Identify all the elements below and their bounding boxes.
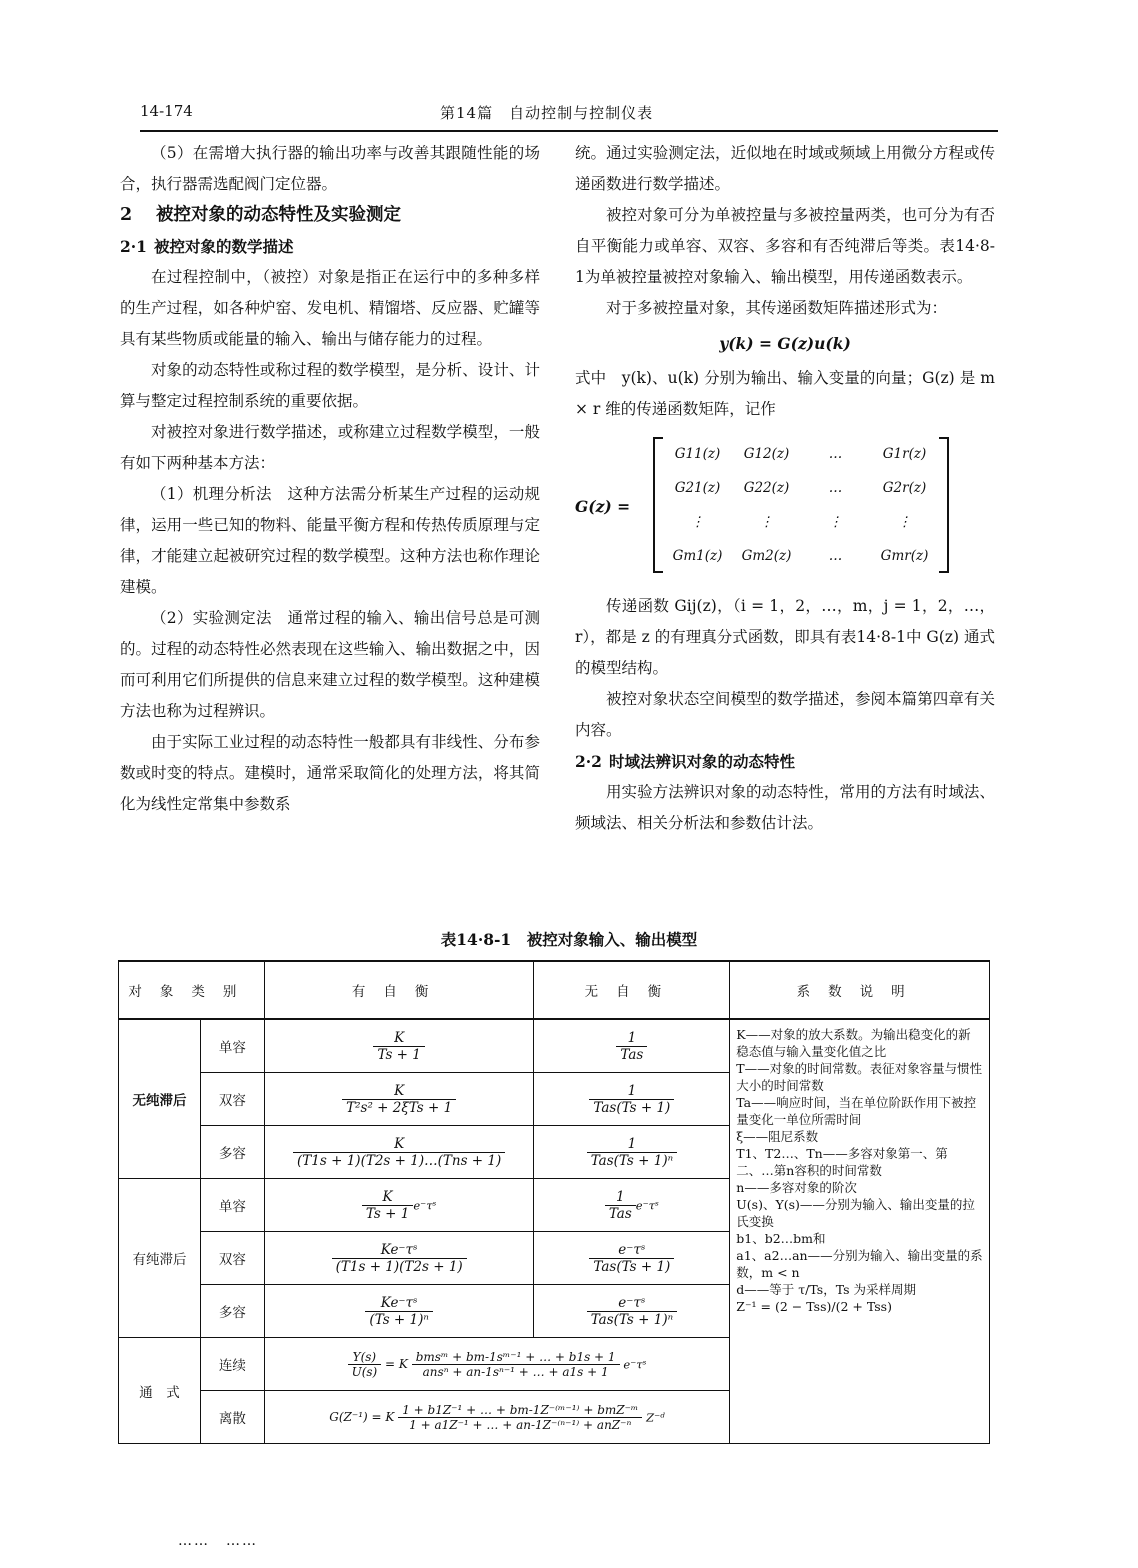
paragraph: 由于实际工业过程的动态特性一般都具有非线性、分布参数或时变的特点。建模时，通常采取简化的处理方法，将其简化为线性定常集中参数系 bbox=[120, 733, 540, 813]
numerator: e⁻τˢ bbox=[618, 1241, 646, 1258]
numerator: Ke⁻τˢ bbox=[380, 1241, 418, 1258]
matrix-cell: ⋮ bbox=[759, 514, 774, 530]
note-item: n——多容对象的阶次 bbox=[736, 1180, 857, 1195]
subsection-number: 2·1 bbox=[120, 237, 147, 256]
numerator: K bbox=[394, 1082, 405, 1099]
footer-marks: …… …… bbox=[178, 1533, 258, 1549]
numerator: 1 + b1Z⁻¹ + … + bm-1Z⁻⁽ᵐ⁻¹⁾ + bmZ⁻ᵐ bbox=[402, 1402, 639, 1417]
denominator: (Ts + 1)ⁿ bbox=[365, 1311, 432, 1328]
page-number: 14-174 bbox=[140, 102, 193, 120]
non-self-balancing-cell bbox=[534, 1019, 730, 1073]
matrix-row bbox=[655, 505, 947, 539]
denominator: 1 + a1Z⁻¹ + … + an-1Z⁻⁽ⁿ⁻¹⁾ + anZ⁻ⁿ bbox=[398, 1417, 642, 1432]
column-header: 有自衡 bbox=[264, 961, 534, 1019]
matrix-cell: ⋮ bbox=[828, 514, 843, 530]
numerator: 1 bbox=[627, 1029, 637, 1046]
self-balancing-cell bbox=[264, 1019, 534, 1073]
note-item: Ta——响应时间，当在单位阶跃作用下被控量变化一单位所需时间 bbox=[736, 1095, 977, 1127]
numerator: K bbox=[394, 1029, 405, 1046]
subsection-number: 2·2 bbox=[575, 752, 602, 771]
matrix-cell: … bbox=[828, 548, 843, 564]
note-item: U(s)、Y(s)——分别为输入、输出变量的拉氏变换 bbox=[736, 1197, 975, 1229]
paragraph: 传递函数 Gij(z)，（i = 1，2，…，m，j = 1，2，…，r），都是 z 的有理真分式函数，即具有表14·8-1中 G(z) 通式的模型结构。 bbox=[575, 597, 995, 677]
numerator: Ke⁻τˢ bbox=[380, 1294, 418, 1311]
paragraph: （1）机理分析法 这种方法需分析某生产过程的运动规律，运用一些已知的物料、能量平衡方程和传热传质原理与定律，才能建立起被研究过程的数学模型。这种方法也称作理论建模。 bbox=[120, 485, 540, 596]
fraction bbox=[348, 1350, 382, 1379]
subsection-heading bbox=[120, 231, 540, 262]
delay-term: e⁻τˢ bbox=[623, 1357, 647, 1371]
group-label: 有纯滞后 bbox=[119, 1179, 201, 1338]
numerator: K bbox=[394, 1135, 405, 1152]
self-balancing-cell bbox=[264, 1285, 534, 1338]
non-self-balancing-cell bbox=[534, 1179, 730, 1232]
group-label: 通 式 bbox=[119, 1338, 201, 1444]
column-header: 对象类别 bbox=[119, 961, 265, 1019]
delay-term: e⁻τˢ bbox=[635, 1198, 659, 1212]
fraction bbox=[373, 1030, 424, 1063]
note-item: Z⁻¹ = (2 − Tss)/(2 + Tss) bbox=[736, 1299, 892, 1314]
non-self-balancing-cell bbox=[534, 1126, 730, 1179]
paragraph: （5）在需增大执行器的输出功率与改善其跟随性能的场合，执行器需选配阀门定位器。 bbox=[120, 144, 540, 193]
note-item: T1、T2…、Tn——多容对象第一、第二、…第n容积的时间常数 bbox=[736, 1146, 948, 1178]
fraction bbox=[616, 1030, 647, 1063]
matrix-cell: … bbox=[828, 480, 843, 496]
denominator: Tas bbox=[616, 1046, 647, 1063]
matrix-cell: G21(z) bbox=[674, 480, 721, 496]
matrix-cell: G2r(z) bbox=[882, 480, 927, 496]
fraction bbox=[587, 1136, 677, 1169]
subsection-title: 被控对象的数学描述 bbox=[154, 237, 294, 256]
matrix-row bbox=[655, 437, 947, 471]
page-header bbox=[140, 96, 998, 132]
non-self-balancing-cell bbox=[534, 1285, 730, 1338]
paragraph: 对象的动态特性或称过程的数学模型，是分析、设计、计算与整定过程控制系统的重要依据。 bbox=[120, 361, 540, 410]
matrix-label: G(z) = bbox=[575, 497, 631, 516]
left-column bbox=[120, 138, 540, 820]
note-item: T——对象的时间常数。表征对象容量与惯性大小的时间常数 bbox=[736, 1061, 983, 1093]
denominator: (T1s + 1)(T2s + 1)…(Tns + 1) bbox=[293, 1152, 505, 1169]
non-self-balancing-cell bbox=[534, 1073, 730, 1126]
section-heading bbox=[120, 200, 540, 231]
subsection-heading bbox=[575, 746, 995, 777]
self-balancing-cell bbox=[264, 1073, 534, 1126]
paragraph: 统。通过实验测定法，近似地在时域或频域上用微分方程或传递函数进行数学描述。 bbox=[575, 144, 995, 193]
subtype-label: 双容 bbox=[200, 1232, 264, 1285]
fraction bbox=[365, 1295, 432, 1328]
numerator: 1 bbox=[627, 1082, 637, 1099]
matrix-cell: G1r(z) bbox=[882, 446, 927, 462]
note-item: b1、b2…bm和 bbox=[736, 1231, 826, 1246]
column-header: 系数说明 bbox=[730, 961, 990, 1019]
fraction bbox=[342, 1083, 456, 1116]
note-item: d——等于 τ/Ts，Ts 为采样周期 bbox=[736, 1282, 917, 1297]
paragraph: 式中 y(k)、u(k) 分别为输出、输入变量的向量；G(z) 是 m × r 维的传递函数矩阵，记作 bbox=[575, 369, 995, 418]
paragraph: 在过程控制中，（被控）对象是指正在运行中的多种多样的生产过程，如各种炉窑、发电机、精馏塔、反应器、贮罐等具有某些物质或能量的输入、输出与储存能力的过程。 bbox=[120, 268, 540, 348]
self-balancing-cell bbox=[264, 1126, 534, 1179]
equation: y(k) = G(z)u(k) bbox=[719, 334, 851, 353]
delay-term: Z⁻ᵈ bbox=[646, 1410, 665, 1424]
denominator: U(s) bbox=[348, 1364, 382, 1379]
subtype-label: 离散 bbox=[200, 1391, 264, 1444]
transfer-matrix bbox=[575, 431, 995, 581]
denominator: Ts + 1 bbox=[373, 1046, 424, 1063]
section-number: 2 bbox=[120, 205, 133, 225]
paragraph: （2）实验测定法 通常过程的输入、输出信号总是可测的。过程的动态特性必然表现在这些输入、输出数据之中，因而可利用它们所提供的信息来建立过程的数学模型。这种建模方法也称为过程辨识。 bbox=[120, 609, 540, 720]
subtype-label: 单容 bbox=[200, 1179, 264, 1232]
numerator: 1 bbox=[616, 1188, 625, 1205]
fraction bbox=[362, 1189, 413, 1222]
non-self-balancing-cell bbox=[534, 1232, 730, 1285]
general-formula bbox=[264, 1338, 729, 1391]
denominator: (T1s + 1)(T2s + 1) bbox=[332, 1258, 467, 1275]
denominator: Tas bbox=[605, 1205, 636, 1222]
matrix-cell: Gm2(z) bbox=[741, 548, 792, 564]
denominator: Tas(Ts + 1)ⁿ bbox=[587, 1311, 677, 1328]
matrix-cell: G12(z) bbox=[743, 446, 790, 462]
subtype-label: 多容 bbox=[200, 1126, 264, 1179]
table-caption: 表14·8-1 被控对象输入、输出模型 bbox=[440, 930, 698, 949]
matrix-cell: ⋮ bbox=[690, 514, 705, 530]
matrix-row bbox=[655, 471, 947, 505]
denominator: Ts + 1 bbox=[362, 1205, 413, 1222]
subtype-label: 单容 bbox=[200, 1019, 264, 1073]
matrix-cell: G22(z) bbox=[743, 480, 790, 496]
matrix-cell: G11(z) bbox=[674, 446, 721, 462]
coefficient-notes bbox=[730, 1019, 990, 1444]
paragraph: 对被控对象进行数学描述，或称建立过程数学模型，一般有如下两种基本方法： bbox=[120, 423, 540, 472]
denominator: Tas(Ts + 1) bbox=[589, 1258, 674, 1275]
paragraph: 被控对象状态空间模型的数学描述，参阅本篇第四章有关内容。 bbox=[575, 690, 995, 739]
matrix-cell: … bbox=[828, 446, 843, 462]
equals-term: = K bbox=[385, 1356, 408, 1371]
matrix-cell: Gmr(z) bbox=[880, 548, 929, 564]
fraction bbox=[398, 1403, 642, 1432]
numerator: K bbox=[382, 1188, 393, 1205]
fraction bbox=[293, 1136, 505, 1169]
note-item: a1、a2…an——分别为输入、输出变量的系数，m < n bbox=[736, 1248, 983, 1280]
note-item: K——对象的放大系数。为输出稳变化的新稳态值与输入量变化值之比 bbox=[736, 1027, 971, 1059]
fraction bbox=[589, 1242, 674, 1275]
denominator: Tas(Ts + 1)ⁿ bbox=[587, 1152, 677, 1169]
right-column bbox=[575, 138, 995, 839]
fraction bbox=[589, 1083, 674, 1116]
subsection-title: 时域法辨识对象的动态特性 bbox=[609, 752, 796, 771]
section-title: 被控对象的动态特性及实验测定 bbox=[156, 205, 401, 225]
matrix-row bbox=[655, 539, 947, 573]
table-header-row bbox=[119, 961, 990, 1019]
paragraph: 被控对象可分为单被控量与多被控量两类，也可分为有否自平衡能力或单容、双容、多容和有否纯滞后等类。表14·8-1为单被控量被控对象输入、输出模型，用传递函数表示。 bbox=[575, 206, 995, 286]
fraction bbox=[587, 1295, 677, 1328]
paragraph: 用实验方法辨识对象的动态特性，常用的方法有时域法、频域法、相关分析法和参数估计法。 bbox=[575, 783, 995, 832]
formula-lhs: G(Z⁻¹) = K bbox=[329, 1409, 395, 1424]
numerator: e⁻τˢ bbox=[618, 1294, 646, 1311]
subtype-label: 双容 bbox=[200, 1073, 264, 1126]
numerator: bmsᵐ + bm-1sᵐ⁻¹ + … + b1s + 1 bbox=[415, 1349, 616, 1364]
delay-term: e⁻τˢ bbox=[413, 1198, 437, 1212]
table-row bbox=[119, 1019, 990, 1073]
self-balancing-cell bbox=[264, 1232, 534, 1285]
general-formula bbox=[264, 1391, 729, 1444]
subtype-label: 多容 bbox=[200, 1285, 264, 1338]
model-table bbox=[118, 960, 990, 1444]
subtype-label: 连续 bbox=[200, 1338, 264, 1391]
fraction bbox=[605, 1189, 636, 1222]
denominator: ansⁿ + an-1sⁿ⁻¹ + … + a1s + 1 bbox=[412, 1364, 620, 1379]
numerator: 1 bbox=[627, 1135, 637, 1152]
group-label: 无纯滞后 bbox=[119, 1019, 201, 1179]
numerator: Y(s) bbox=[352, 1349, 377, 1364]
fraction bbox=[332, 1242, 467, 1275]
note-item: ξ——阻尼系数 bbox=[736, 1129, 819, 1144]
denominator: Tas(Ts + 1) bbox=[589, 1099, 674, 1116]
self-balancing-cell bbox=[264, 1179, 534, 1232]
paragraph: 对于多被控量对象，其传递函数矩阵描述形式为： bbox=[606, 299, 948, 317]
denominator: T²s² + 2ξTs + 1 bbox=[342, 1099, 456, 1116]
column-header: 无自衡 bbox=[534, 961, 730, 1019]
matrix-cell: ⋮ bbox=[897, 514, 912, 530]
fraction bbox=[412, 1350, 620, 1379]
matrix-cell: Gm1(z) bbox=[672, 548, 723, 564]
running-title: 第14篇 自动控制与控制仪表 bbox=[440, 104, 654, 122]
matrix-body bbox=[653, 437, 949, 573]
